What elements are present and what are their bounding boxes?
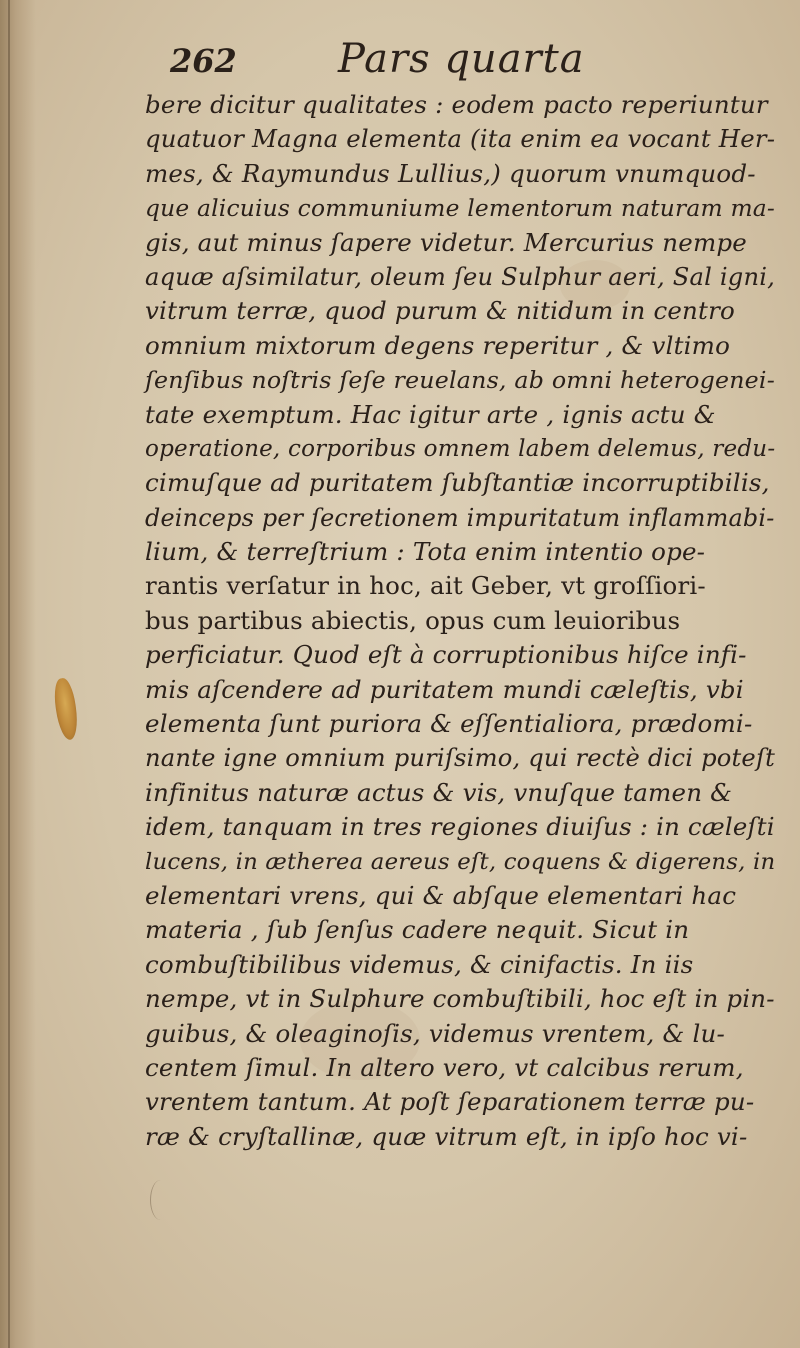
text-line: omnium mixtorum degens reperitur , & vltimo [145, 330, 731, 360]
page-crease [8, 0, 10, 1348]
text-line: infinitus naturæ actus & vis, vnuſque tamen & [145, 777, 733, 807]
text-line: elementari vrens, qui & abſque elementari hac [145, 880, 737, 910]
ink-stain [52, 677, 80, 741]
text-line: ræ & cryſtallinæ, quæ vitrum eſt, in ipſo hoc vi- [145, 1121, 748, 1151]
page-number: 262 [170, 42, 237, 80]
text-line: aquæ aſsimilatur, oleum ſeu Sulphur aeri, Sal igni, [145, 262, 775, 291]
text-line: rantis verſatur in hoc, ait Geber, vt groſſiori- [145, 571, 706, 601]
text-line: lium, & terreſtrium : Tota enim intentio ope- [145, 537, 706, 567]
running-title: Pars quarta [338, 36, 585, 82]
text-line: operatione, corporibus omnem labem delemus, redu- [145, 435, 776, 462]
text-line: vitrum terræ, quod purum & nitidum in centro [145, 296, 735, 326]
text-line: bere dicitur qualitates : eodem pacto reperiuntur [145, 90, 768, 119]
text-line: tate exemptum. Hac igitur arte , ignis actu & [145, 399, 716, 429]
text-line: gis, aut minus ſapere videtur. Mercurius nempe [145, 227, 747, 257]
text-line: perficiatur. Quod eſt à corruptionibus hiſce infi- [145, 640, 747, 670]
text-line: elementa ſunt puriora & eſſentialiora, prædomi- [145, 709, 753, 739]
text-line: bus partibus abiectis, opus cum leuioribus [145, 605, 681, 635]
text-line: quatuor Magna elementa (ita enim ea vocant Her- [145, 124, 776, 154]
text-line: guibus, & oleaginoſis, videmus vrentem, & lu- [145, 1018, 726, 1048]
text-line: combuſtibilibus videmus, & cinifactis. In iis [145, 949, 694, 979]
text-line: nante igne omnium puriſsimo, qui rectè dici poteſt [145, 744, 776, 773]
text-line: idem, tanquam in tres regiones diuiſus : in cæleſti [145, 812, 775, 842]
page-gutter-shadow [0, 0, 36, 1348]
page-header [138, 24, 738, 84]
body-text [145, 88, 775, 1154]
text-line: mis aſcendere ad puritatem mundi cæleſtis, vbi [145, 674, 744, 704]
text-line: centem ſimul. In altero vero, vt calcibus rerum, [145, 1052, 744, 1082]
text-line: materia , ſub ſenſus cadere nequit. Sicut in [145, 915, 690, 945]
text-line: ſenſibus noſtris ſeſe reuelans, ab omni heterogenei- [145, 366, 775, 395]
text-line: deinceps per ſecretionem impuritatum inflammabi- [145, 503, 775, 532]
text-line: que alicuius communiume lementorum naturam ma- [145, 194, 775, 223]
text-line: cimuſque ad puritatem ſubſtantiæ incorruptibilis, [145, 468, 770, 498]
text-line: mes, & Raymundus Lullius,) quorum vnumquod- [145, 158, 756, 188]
text-line: nempe, vt in Sulphure combuſtibili, hoc eſt in pin- [145, 984, 775, 1014]
text-line: vrentem tantum. At poſt ſeparationem terræ pu- [145, 1087, 755, 1117]
pencil-mark [150, 1180, 171, 1220]
text-line: lucens, in æthereа aereus eſt, coquens & digerens, in [145, 848, 776, 875]
